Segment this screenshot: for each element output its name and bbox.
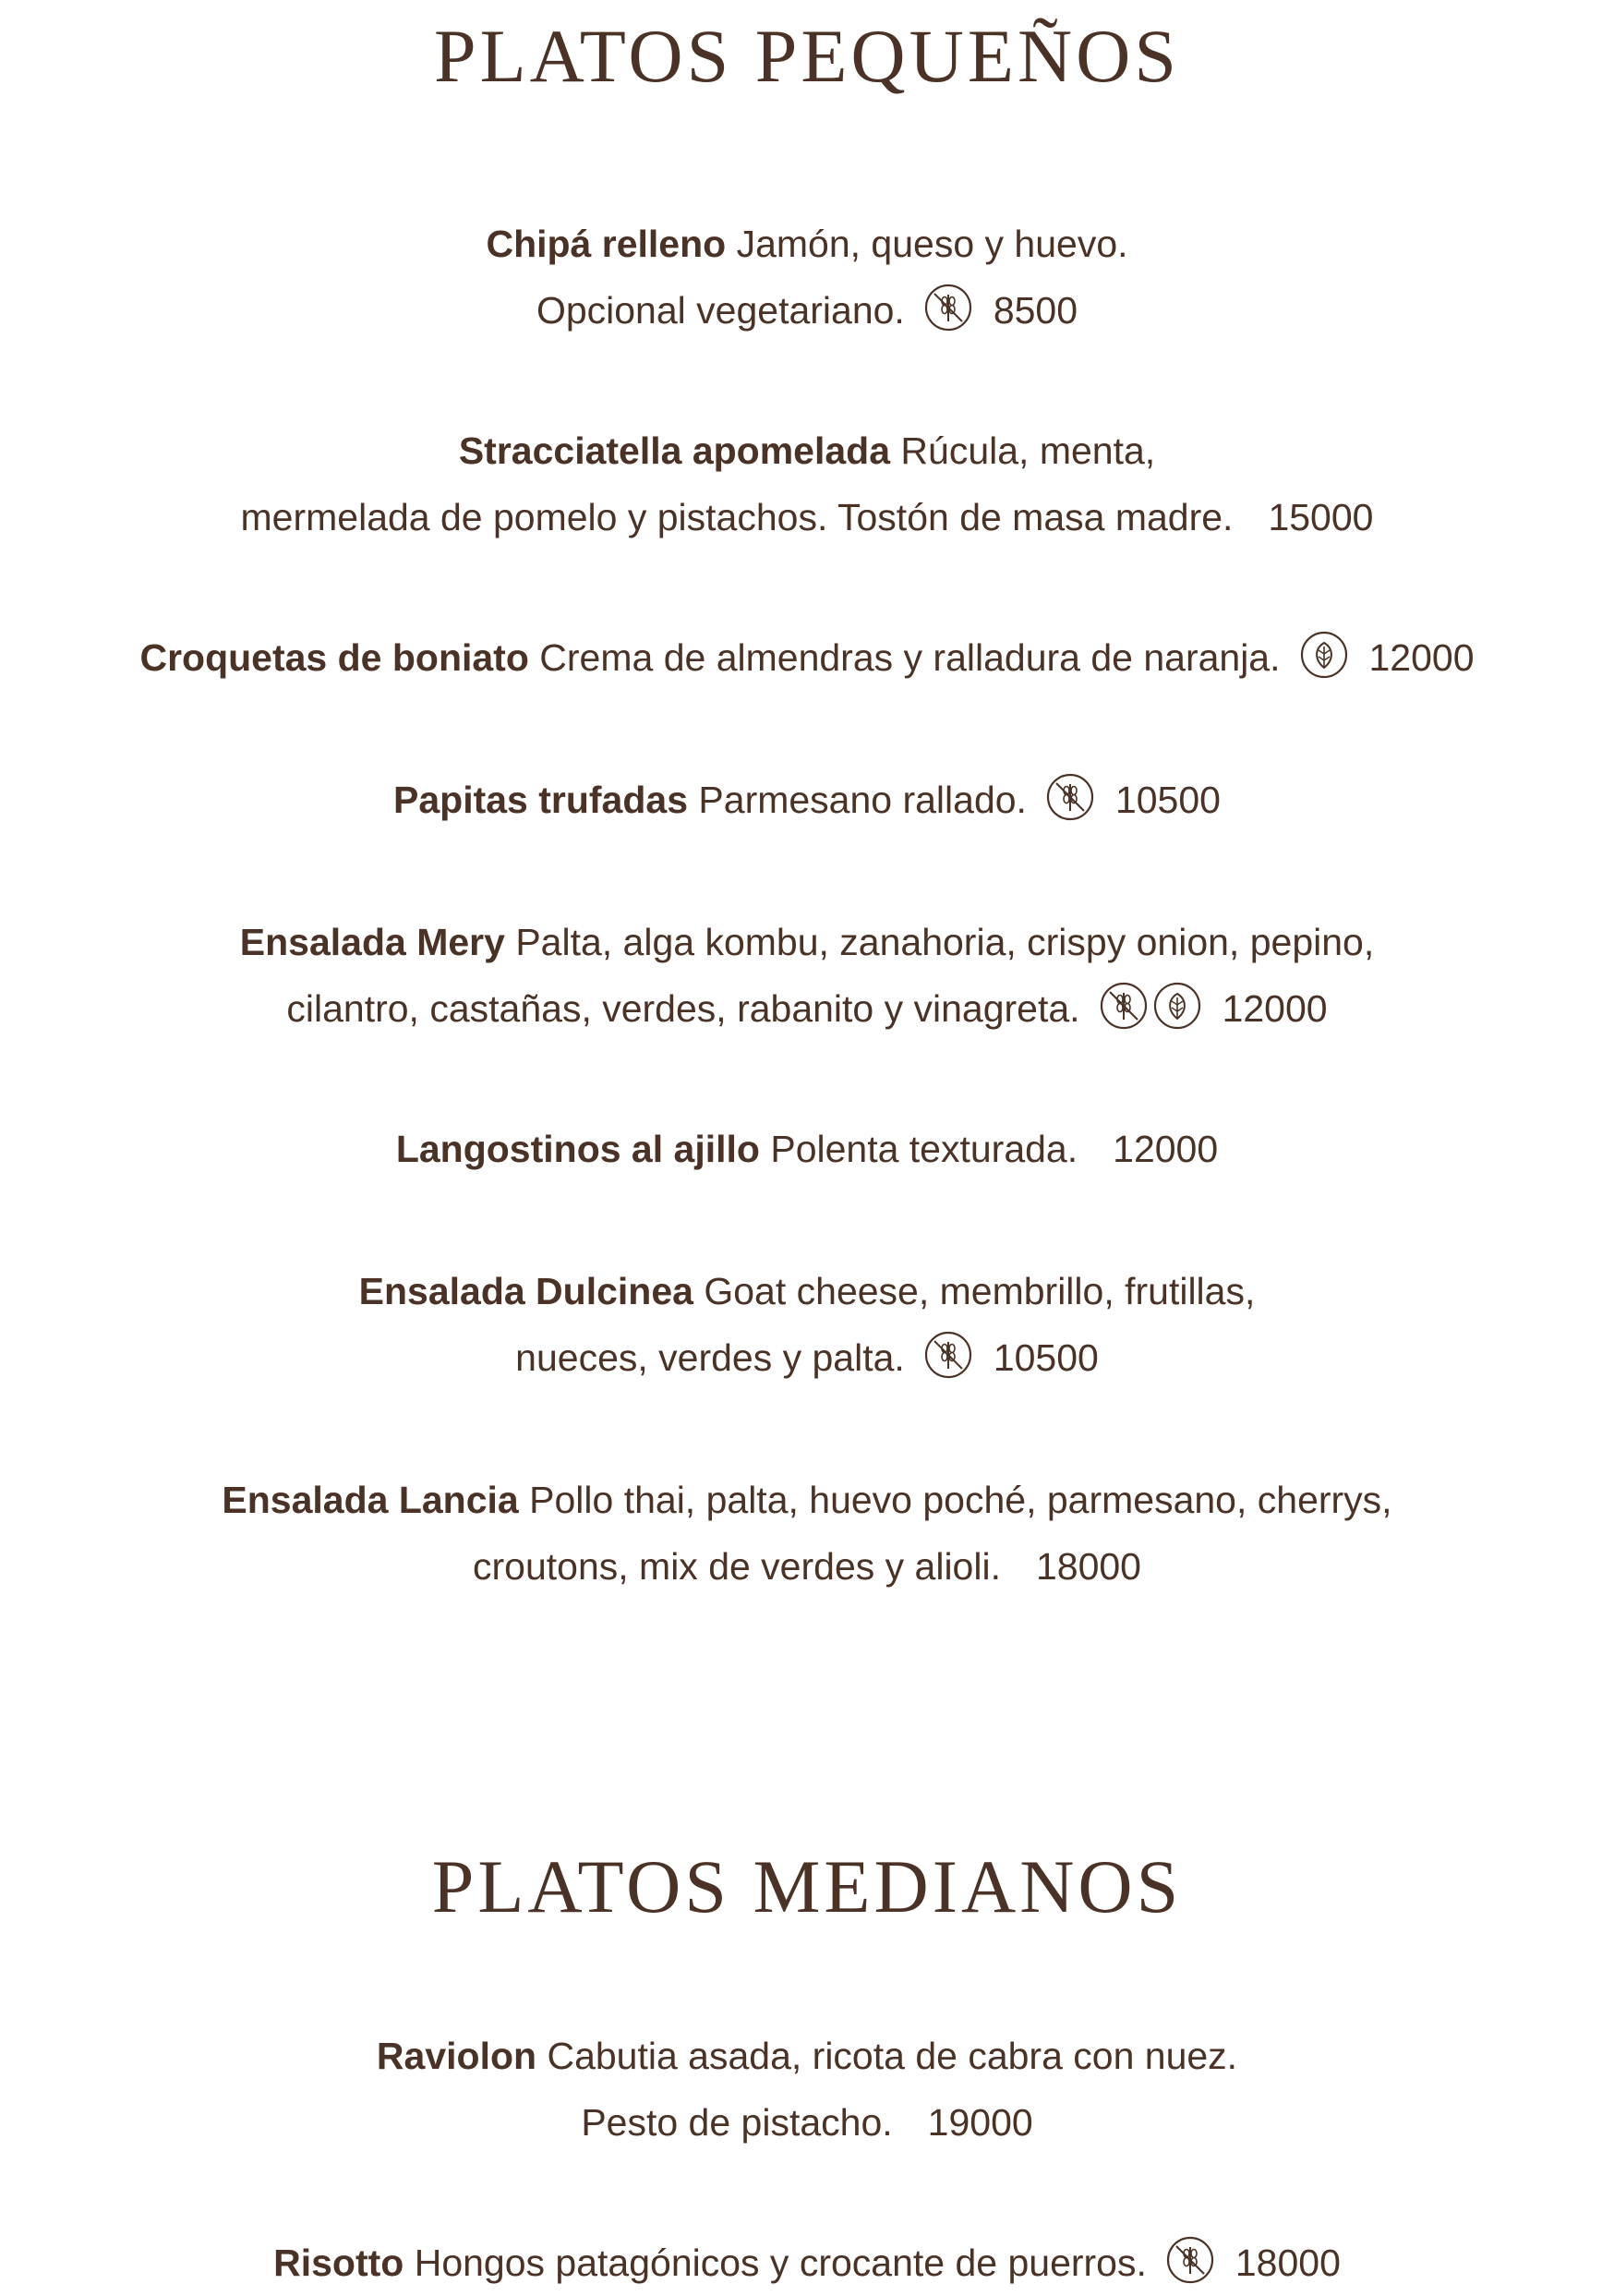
dish-name: Risotto: [273, 2242, 404, 2284]
dish-description: Crema de almendras y ralladura de naranja.: [539, 636, 1281, 679]
menu-item: [92, 624, 1522, 691]
dish-description: Parmesano rallado.: [698, 779, 1027, 821]
menu-item: [92, 909, 1522, 1042]
dish-description: Goat cheese, membrillo, frutillas,: [704, 1270, 1256, 1312]
dish-price: 12000: [1113, 1128, 1219, 1170]
menu-item: [92, 1258, 1522, 1391]
vegan-icon: [1152, 981, 1202, 1031]
dish-price: 15000: [1268, 496, 1374, 538]
dish-price: 8500: [993, 289, 1078, 332]
dish-description: Pollo thai, palta, huevo poché, parmesano, cherrys,: [529, 1479, 1392, 1521]
dish-description: Hongos patagónicos y crocante de puerros.: [414, 2242, 1147, 2284]
dish-price: 12000: [1222, 987, 1328, 1030]
menu-item: [92, 211, 1522, 344]
dish-name: Chipá relleno: [486, 223, 727, 265]
dish-description: cilantro, castañas, verdes, rabanito y vinagreta.: [286, 987, 1080, 1030]
gluten-free-icon: [923, 1330, 973, 1380]
dish-description: mermelada de pomelo y pistachos. Tostón de masa madre.: [240, 496, 1234, 538]
dish-description: nueces, verdes y palta.: [515, 1336, 905, 1379]
dish-description: Opcional vegetariano.: [536, 289, 905, 332]
dish-price: 10500: [1114, 779, 1221, 821]
menu-item: [92, 2023, 1522, 2156]
menu-item: [92, 1467, 1522, 1600]
dish-price: 18000: [1235, 2242, 1341, 2284]
section-title-platos-pequenos: PLATOS PEQUEÑOS: [433, 14, 1180, 98]
dish-name: Ensalada Lancia: [222, 1479, 519, 1521]
dish-description: Rúcula, menta,: [900, 429, 1156, 472]
dish-price: 19000: [927, 2101, 1033, 2144]
menu-item: [92, 2230, 1522, 2296]
menu-item: [92, 767, 1522, 833]
dish-name: Raviolon: [376, 2035, 537, 2077]
dish-description: Jamón, queso y huevo.: [736, 223, 1128, 265]
menu-item: [92, 417, 1522, 550]
dish-price: 12000: [1368, 636, 1475, 679]
dish-description: Polenta texturada.: [770, 1128, 1078, 1170]
section-title-platos-medianos: PLATOS MEDIANOS: [431, 1844, 1183, 1928]
dish-description: Pesto de pistacho.: [581, 2101, 893, 2144]
vegan-icon: [1299, 630, 1349, 680]
dish-price: 18000: [1035, 1545, 1141, 1588]
dish-description: croutons, mix de verdes y alioli.: [473, 1545, 1001, 1588]
gluten-free-icon: [923, 283, 973, 332]
gluten-free-icon: [1099, 981, 1149, 1031]
dish-description: Cabutia asada, ricota de cabra con nuez.: [547, 2035, 1238, 2077]
dish-name: Ensalada Dulcinea: [358, 1270, 693, 1312]
dish-name: Croquetas de boniato: [139, 636, 529, 679]
dish-name: Langostinos al ajillo: [395, 1128, 760, 1170]
menu-item: [92, 1116, 1522, 1182]
dish-description: Palta, alga kombu, zanahoria, crispy onion, pepino,: [515, 921, 1375, 963]
gluten-free-icon: [1045, 772, 1095, 822]
dish-price: 10500: [993, 1336, 1099, 1379]
dish-name: Papitas trufadas: [393, 779, 689, 821]
gluten-free-icon: [1165, 2235, 1215, 2285]
dish-name: Ensalada Mery: [239, 921, 505, 963]
dish-name: Stracciatella apomelada: [458, 429, 891, 472]
